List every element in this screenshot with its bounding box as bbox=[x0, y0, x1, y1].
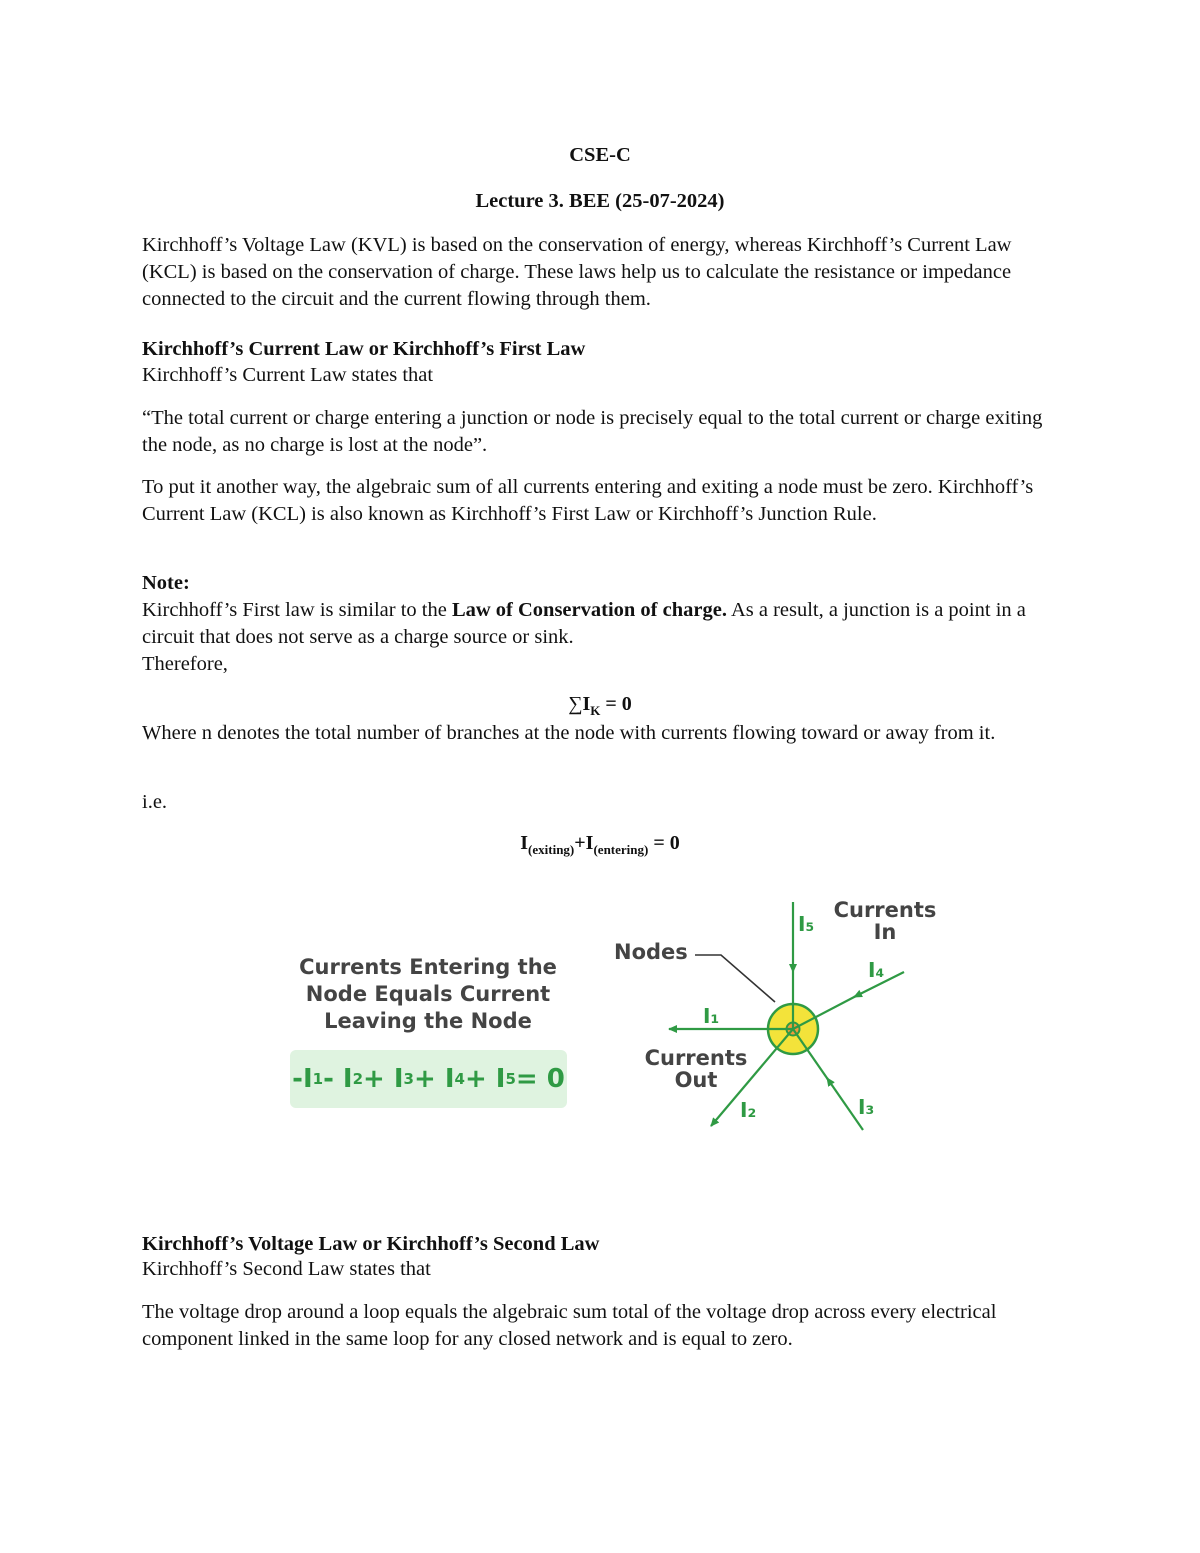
eq-sub: 1 bbox=[312, 1070, 324, 1088]
note-text-post: As a result, a junction is a point in a circuit that does not serve as a charge source or sink. bbox=[142, 599, 1026, 648]
therefore-text: Therefore, bbox=[142, 653, 228, 675]
eq-sub: 4 bbox=[454, 1070, 465, 1088]
exit-enter-equation bbox=[0, 832, 1200, 858]
eq-term: + I bbox=[413, 1064, 455, 1094]
course-title: CSE-C bbox=[569, 144, 631, 166]
kcl-heading: Kirchhoff’s Current Law or Kirchhoff’s First Law bbox=[142, 338, 586, 360]
sum-rhs: = 0 bbox=[600, 693, 632, 715]
sum-var: I bbox=[582, 693, 591, 715]
i2-label: I₂ bbox=[740, 1098, 757, 1122]
sum-symbol: ∑ bbox=[568, 693, 583, 715]
nodes-label: Nodes bbox=[614, 940, 688, 964]
nodes-pointer bbox=[695, 955, 775, 1002]
i3-label: I₃ bbox=[858, 1095, 875, 1119]
i1-label: I₁ bbox=[703, 1004, 720, 1028]
eq2-a: I bbox=[520, 832, 529, 854]
eq-sub: 5 bbox=[505, 1070, 516, 1088]
currents-in-label bbox=[820, 899, 950, 943]
eq-term: - I bbox=[323, 1064, 353, 1094]
kvl-body: The voltage drop around a loop equals the algebraic sum total of the voltage drop across every electrical component linked in the same loop for any closed network and is equal to zero. bbox=[142, 1301, 997, 1350]
eq-term: + I bbox=[464, 1064, 506, 1094]
currents-out-line-2: Out bbox=[674, 1068, 718, 1092]
kcl-paragraph: To put it another way, the algebraic sum of all currents entering and exiting a node must be zero. Kirchhoff’s Current Law (KCL) is also known as Kirchhoff’s First Law or Kirchhoff’s Junction Rule. bbox=[142, 476, 1034, 525]
kcl-states: Kirchhoff’s Current Law states that bbox=[142, 364, 434, 386]
eq2-b: I bbox=[585, 832, 594, 854]
currents-in-line-2: In bbox=[873, 920, 897, 944]
caption-line-1: Currents Entering the bbox=[299, 955, 557, 979]
intro-paragraph: Kirchhoff’s Voltage Law (KVL) is based on the conservation of energy, whereas Kirchhoff’s Current Law (KCL) is based on the conservation of charge. These laws help us to calculate the resistance or impedance connected to the circuit and the current flowing through them. bbox=[142, 234, 1012, 310]
kcl-figure bbox=[280, 888, 960, 1148]
eq-sub: 2 bbox=[352, 1070, 364, 1088]
where-paragraph: Where n denotes the total number of branches at the node with currents flowing toward or away from it. bbox=[142, 722, 996, 744]
kvl-states: Kirchhoff’s Second Law states that bbox=[142, 1258, 431, 1280]
eq-term: -I bbox=[292, 1064, 313, 1094]
eq2-a-sub: (exiting) bbox=[528, 842, 575, 857]
currents-out-line-1: Currents bbox=[644, 1046, 748, 1070]
eq2-rhs: = 0 bbox=[648, 832, 680, 854]
sum-equation bbox=[0, 693, 1200, 719]
caption-line-3: Leaving the Node bbox=[324, 1009, 532, 1033]
sum-sub: K bbox=[590, 703, 601, 718]
kcl-quote: “The total current or charge entering a junction or node is precisely equal to the total current or charge exiting the node, as no charge is lost at the node”. bbox=[142, 407, 1043, 456]
eq2-b-sub: (entering) bbox=[593, 842, 649, 857]
kvl-heading: Kirchhoff’s Voltage Law or Kirchhoff’s Second Law bbox=[142, 1233, 600, 1255]
caption-line-2: Node Equals Current bbox=[305, 982, 551, 1006]
eq-term: + I bbox=[363, 1064, 404, 1094]
note-paragraph bbox=[142, 597, 1062, 651]
i5-label: I₅ bbox=[798, 912, 815, 936]
lecture-title: Lecture 3. BEE (25-07-2024) bbox=[475, 190, 725, 212]
ie-text: i.e. bbox=[142, 791, 168, 813]
i4-label: I₄ bbox=[868, 958, 885, 982]
currents-in-line-1: Currents bbox=[833, 898, 937, 922]
note-text-pre: Kirchhoff’s First law is similar to the bbox=[142, 599, 452, 621]
eq-sub: 3 bbox=[403, 1070, 414, 1088]
eq-term: = 0 bbox=[515, 1064, 565, 1094]
currents-out-label bbox=[636, 1047, 756, 1091]
note-text-bold: Law of Conservation of charge. bbox=[451, 599, 727, 621]
eq2-plus: + bbox=[574, 832, 586, 854]
note-label: Note: bbox=[142, 572, 190, 594]
